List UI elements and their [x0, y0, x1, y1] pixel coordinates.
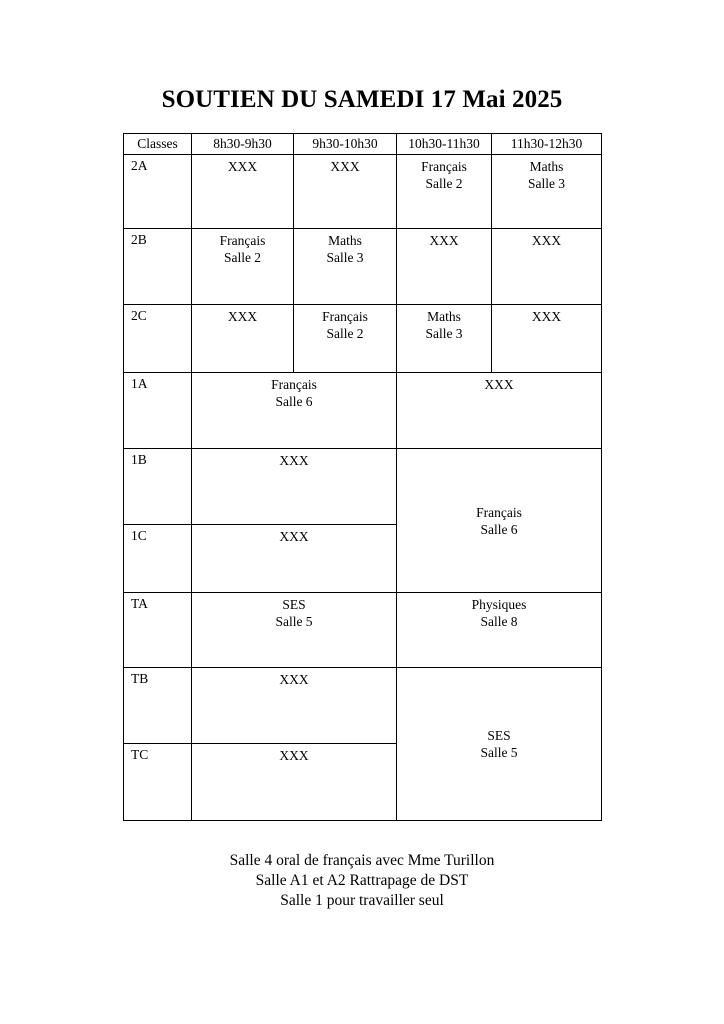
- slot-cell: XXX: [294, 155, 397, 229]
- subject: SES: [487, 728, 511, 743]
- subject: Français: [476, 504, 522, 520]
- slot-cell: [492, 155, 602, 229]
- slot-cell: XXX: [192, 668, 397, 744]
- subject: Français: [322, 309, 368, 324]
- notes: [0, 851, 724, 911]
- room: Salle 2: [326, 326, 364, 341]
- room: Salle 6: [480, 521, 518, 537]
- slot-cell: [192, 593, 397, 668]
- note-line: Salle A1 et A2 Rattrapage de DST: [255, 872, 469, 889]
- table-row: [124, 593, 602, 668]
- slot-cell: [397, 593, 602, 668]
- schedule-table: [123, 133, 602, 821]
- room: Salle 3: [527, 176, 566, 191]
- class-label: 1B: [124, 449, 192, 525]
- room: Salle 2: [425, 176, 463, 191]
- subject: Physiques: [471, 597, 527, 612]
- subject: Français: [271, 377, 317, 392]
- table-row: [124, 668, 602, 744]
- class-label: 2B: [124, 229, 192, 305]
- subject: Maths: [427, 309, 461, 324]
- header-classes: Classes: [124, 134, 192, 155]
- class-label: TA: [124, 593, 192, 668]
- table-row: [124, 449, 602, 525]
- header-slot-2: 9h30-10h30: [294, 134, 397, 155]
- table-row: [124, 305, 602, 373]
- table-row: [124, 229, 602, 305]
- class-label: TC: [124, 744, 192, 821]
- note-line: Salle 4 oral de français avec Mme Turillon: [229, 852, 495, 869]
- slot-cell: XXX: [492, 305, 602, 373]
- subject: Français: [219, 233, 266, 248]
- subject: Maths: [529, 159, 564, 174]
- header-slot-4: 11h30-12h30: [492, 134, 602, 155]
- class-label: 1C: [124, 525, 192, 593]
- room: Salle 3: [425, 326, 463, 341]
- room: Salle 2: [223, 250, 262, 265]
- slot-cell: XXX: [192, 155, 294, 229]
- room: Salle 5: [480, 745, 518, 760]
- slot-cell: XXX: [397, 229, 492, 305]
- header-slot-1: 8h30-9h30: [192, 134, 294, 155]
- header-slot-3: 10h30-11h30: [397, 134, 492, 155]
- class-label: 1A: [124, 373, 192, 449]
- page-title: SOUTIEN DU SAMEDI 17 Mai 2025: [161, 86, 563, 113]
- class-label: 2A: [124, 155, 192, 229]
- slot-cell: [397, 305, 492, 373]
- subject: Maths: [328, 233, 362, 248]
- slot-cell: [397, 155, 492, 229]
- slot-cell: XXX: [492, 229, 602, 305]
- table-row: [124, 155, 602, 229]
- room: Salle 8: [480, 614, 518, 629]
- slot-cell: [397, 668, 602, 821]
- slot-cell: [294, 229, 397, 305]
- slot-cell: [397, 449, 602, 593]
- class-label: 2C: [124, 305, 192, 373]
- slot-cell: [192, 373, 397, 449]
- slot-cell: XXX: [192, 525, 397, 593]
- subject: Français: [421, 159, 467, 174]
- slot-cell: XXX: [192, 744, 397, 821]
- room: Salle 5: [275, 614, 313, 629]
- table-row: [124, 373, 602, 449]
- slot-cell: XXX: [397, 373, 602, 449]
- note-line: Salle 1 pour travailler seul: [280, 892, 444, 909]
- class-label: TB: [124, 668, 192, 744]
- room: Salle 3: [326, 250, 364, 265]
- header-row: [124, 134, 602, 155]
- room: Salle 6: [275, 394, 313, 409]
- slot-cell: [294, 305, 397, 373]
- slot-cell: XXX: [192, 449, 397, 525]
- subject: SES: [282, 597, 306, 612]
- slot-cell: XXX: [192, 305, 294, 373]
- slot-cell: [192, 229, 294, 305]
